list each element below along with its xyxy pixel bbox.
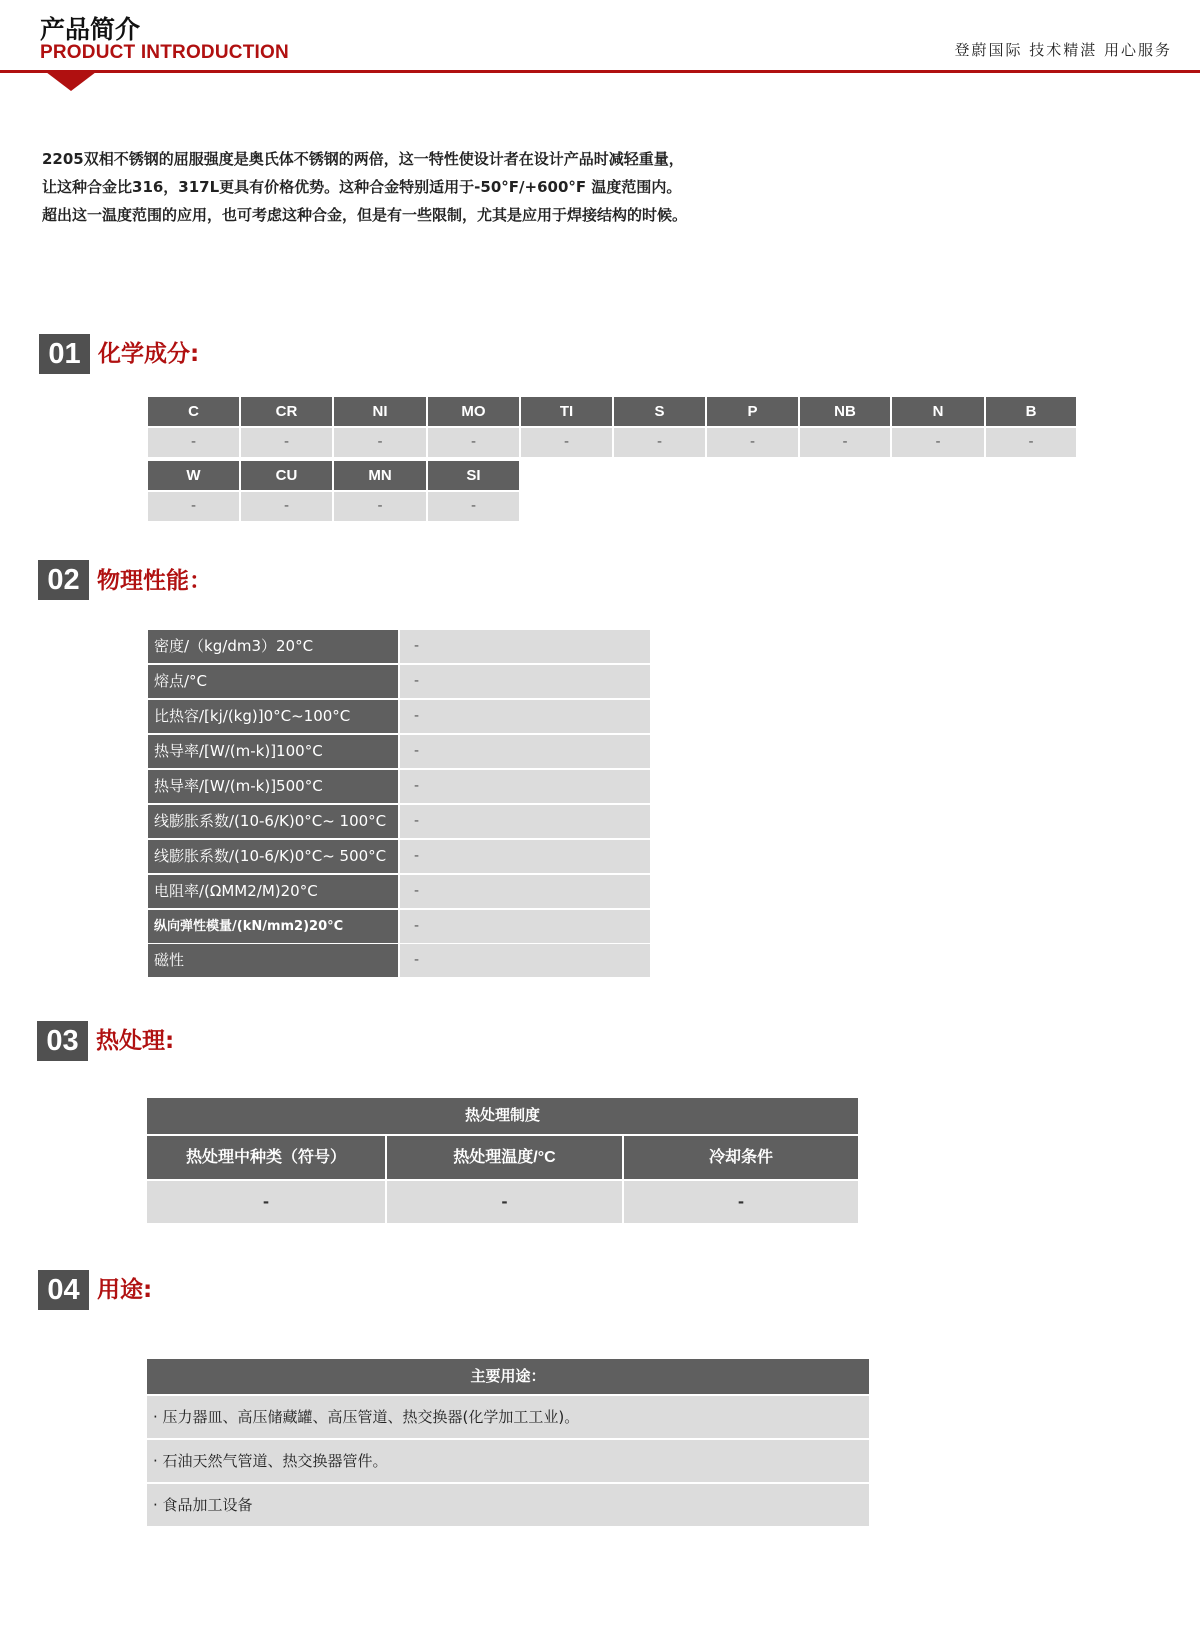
heat-value-type: - bbox=[147, 1181, 385, 1223]
chem-header-s: S bbox=[614, 397, 705, 426]
section-number-01: 01 bbox=[39, 334, 90, 374]
chem-value-cu: - bbox=[241, 492, 332, 521]
section-title-chemical: 化学成分: bbox=[98, 341, 200, 367]
chem-value-nb: - bbox=[800, 428, 890, 457]
property-label: 磁性 bbox=[148, 944, 398, 977]
property-value: - bbox=[400, 735, 650, 768]
intro-paragraph bbox=[42, 145, 1142, 229]
intro-line: 2205双相不锈钢的屈服强度是奥氏体不锈钢的两倍，这一特性使设计者在设计产品时减轻重量， bbox=[42, 150, 684, 168]
chem-header-b: B bbox=[986, 397, 1076, 426]
intro-line: 让这种合金比316，317L更具有价格优势。这种合金特别适用于-50°F/+600°F 温度范围内。 bbox=[42, 178, 682, 196]
property-label: 线膨胀系数/(10-6/K)0°C~ 100°C bbox=[148, 805, 398, 838]
property-value: - bbox=[400, 944, 650, 977]
chem-value-c: - bbox=[148, 428, 239, 457]
property-label: 比热容/[kj/(kg)]0°C~100°C bbox=[148, 700, 398, 733]
section-number-04: 04 bbox=[38, 1270, 89, 1310]
heat-header-temperature: 热处理温度/°C bbox=[387, 1136, 622, 1179]
property-label: 线膨胀系数/(10-6/K)0°C~ 500°C bbox=[148, 840, 398, 873]
section-title-uses: 用途: bbox=[97, 1277, 153, 1303]
header-pointer-triangle bbox=[46, 72, 96, 91]
heat-value-cooling: - bbox=[624, 1181, 858, 1223]
page-title: 产品简介 bbox=[40, 15, 141, 44]
chem-header-mn: MN bbox=[334, 461, 426, 490]
slogan: 登蔚国际 技术精湛 用心服务 bbox=[954, 41, 1172, 59]
section-title-physical: 物理性能： bbox=[97, 568, 212, 594]
property-value: - bbox=[400, 805, 650, 838]
property-value: - bbox=[400, 700, 650, 733]
heat-header-type: 热处理中种类（符号） bbox=[147, 1136, 385, 1179]
chem-header-n: N bbox=[892, 397, 984, 426]
chem-value-n: - bbox=[892, 428, 984, 457]
property-value: - bbox=[400, 665, 650, 698]
chem-value-b: - bbox=[986, 428, 1076, 457]
chem-header-c: C bbox=[148, 397, 239, 426]
chem-header-p: P bbox=[707, 397, 798, 426]
list-item: · 压力器皿、高压储藏罐、高压管道、热交换器(化学加工工业)。 bbox=[147, 1396, 869, 1438]
chem-value-mo: - bbox=[428, 428, 519, 457]
header-divider bbox=[0, 70, 1200, 73]
chem-header-w: W bbox=[148, 461, 239, 490]
chem-value-p: - bbox=[707, 428, 798, 457]
list-item: · 食品加工设备 bbox=[147, 1484, 869, 1526]
chem-header-cr: CR bbox=[241, 397, 332, 426]
section-number-02: 02 bbox=[38, 560, 89, 600]
property-value: - bbox=[400, 910, 650, 943]
heat-value-temperature: - bbox=[387, 1181, 622, 1223]
section-title-heat-treatment: 热处理: bbox=[96, 1028, 175, 1054]
chem-value-cr: - bbox=[241, 428, 332, 457]
chem-header-cu: CU bbox=[241, 461, 332, 490]
chem-header-mo: MO bbox=[428, 397, 519, 426]
chem-header-ti: TI bbox=[521, 397, 612, 426]
property-label: 热导率/[W/(m-k)]500°C bbox=[148, 770, 398, 803]
chem-header-si: SI bbox=[428, 461, 519, 490]
property-value: - bbox=[400, 875, 650, 908]
chem-value-ti: - bbox=[521, 428, 612, 457]
property-label: 热导率/[W/(m-k)]100°C bbox=[148, 735, 398, 768]
section-number-03: 03 bbox=[37, 1021, 88, 1061]
property-value: - bbox=[400, 630, 650, 663]
chem-value-mn: - bbox=[334, 492, 426, 521]
list-item: · 石油天然气管道、热交换器管件。 bbox=[147, 1440, 869, 1482]
intro-line: 超出这一温度范围的应用，也可考虑这种合金，但是有一些限制，尤其是应用于焊接结构的时候。 bbox=[42, 206, 688, 224]
chem-header-ni: NI bbox=[334, 397, 426, 426]
property-value: - bbox=[400, 840, 650, 873]
heat-table-title: 热处理制度 bbox=[147, 1098, 858, 1134]
property-label: 纵向弹性模量/(kN/mm2)20°C bbox=[148, 910, 398, 943]
property-label: 电阻率/(ΩMM2/M)20°C bbox=[148, 875, 398, 908]
heat-header-cooling: 冷却条件 bbox=[624, 1136, 858, 1179]
property-label: 熔点/°C bbox=[148, 665, 398, 698]
chem-header-nb: NB bbox=[800, 397, 890, 426]
chem-value-s: - bbox=[614, 428, 705, 457]
chem-value-w: - bbox=[148, 492, 239, 521]
page-subtitle: PRODUCT INTRODUCTION bbox=[40, 42, 289, 63]
property-value: - bbox=[400, 770, 650, 803]
chem-value-si: - bbox=[428, 492, 519, 521]
chem-value-ni: - bbox=[334, 428, 426, 457]
property-label: 密度/（kg/dm3）20°C bbox=[148, 630, 398, 663]
uses-table-title: 主要用途： bbox=[147, 1359, 869, 1394]
